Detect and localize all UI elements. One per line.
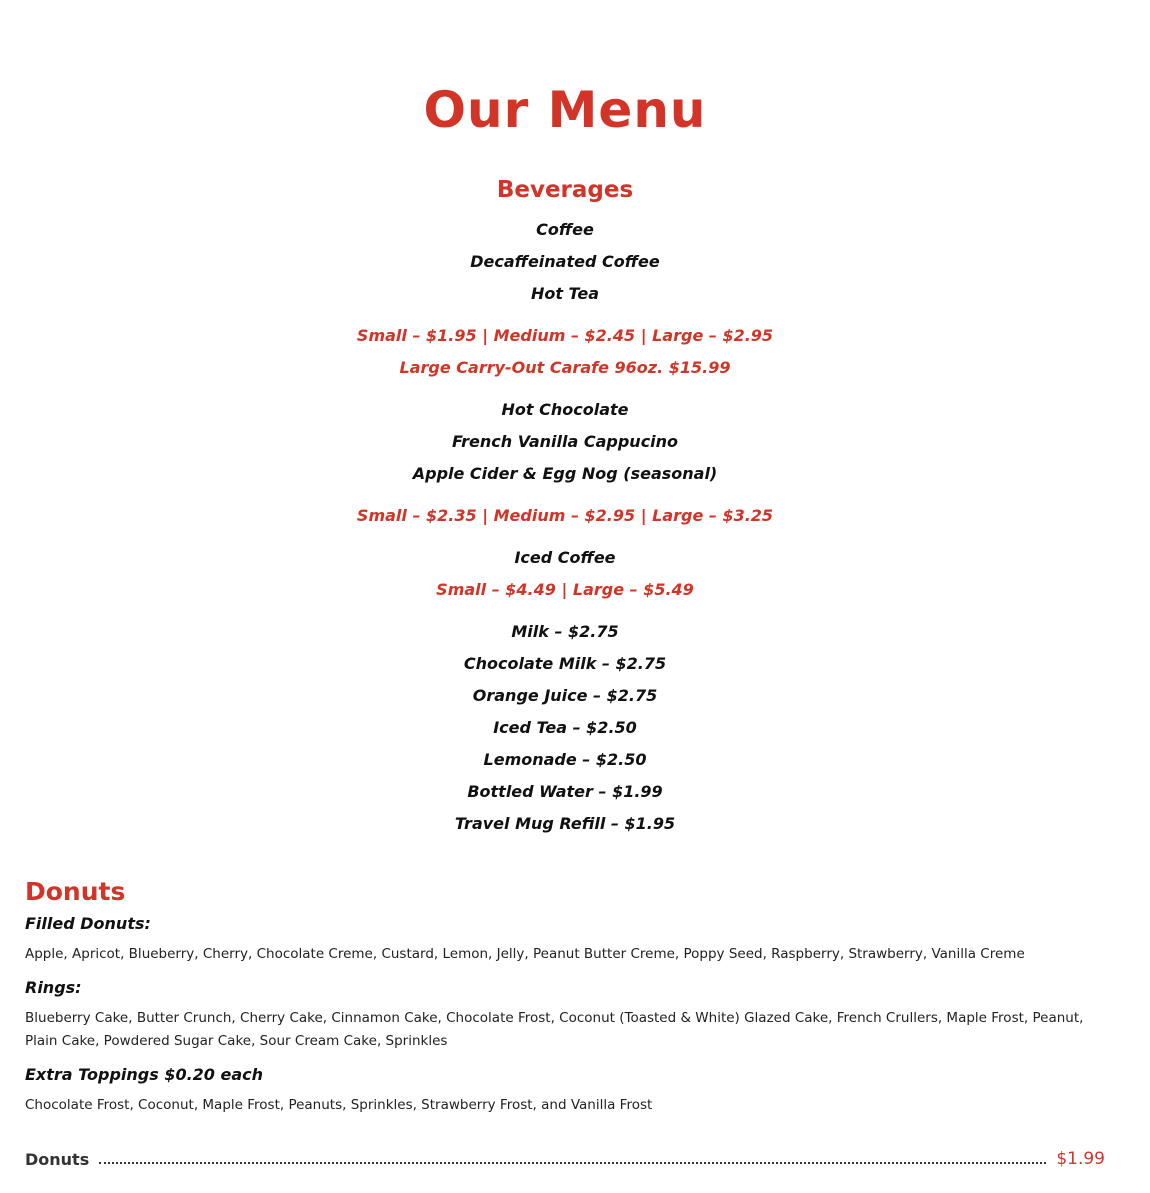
beverages-heading: Beverages xyxy=(496,177,634,203)
donuts-heading: Donuts xyxy=(25,877,126,906)
price-row-item-name: Donuts xyxy=(25,1149,90,1169)
price-row-price: $1.99 xyxy=(1056,1149,1105,1169)
beverage-item: Chocolate Milk – $2.75 xyxy=(463,654,667,673)
page-title: Our Menu xyxy=(423,81,707,139)
beverage-price-line: Large Carry-Out Carafe 96oz. $15.99 xyxy=(399,358,731,377)
extra-toppings-label: Extra Toppings $0.20 each xyxy=(25,1065,264,1084)
beverage-item: Milk – $2.75 xyxy=(511,622,619,641)
beverage-item: Iced Coffee xyxy=(514,548,616,567)
beverage-item: Iced Tea – $2.50 xyxy=(493,718,637,737)
beverage-item: Lemonade – $2.50 xyxy=(483,750,647,769)
beverage-price-line: Small – $2.35 | Medium – $2.95 | Large – $3.25 xyxy=(356,506,774,525)
beverage-item: Hot Tea xyxy=(530,284,600,303)
beverage-item: Decaffeinated Coffee xyxy=(470,252,660,271)
beverage-item: Orange Juice – $2.75 xyxy=(472,686,658,705)
donuts-price-row xyxy=(25,1145,1105,1173)
filled-donuts-list: Apple, Apricot, Blueberry, Cherry, Chocolate Creme, Custard, Lemon, Jelly, Peanut Butter Creme, Poppy Seed, Raspberry, Strawberry, Vanilla Creme xyxy=(25,946,1025,962)
beverage-item: Apple Cider & Egg Nog (seasonal) xyxy=(412,464,718,483)
beverage-item: French Vanilla Cappucino xyxy=(451,432,679,451)
beverage-item: Travel Mug Refill – $1.95 xyxy=(454,814,676,833)
beverage-item: Bottled Water – $1.99 xyxy=(467,782,663,801)
beverage-price-line: Small – $1.95 | Medium – $2.45 | Large – $2.95 xyxy=(356,326,774,345)
beverage-item: Coffee xyxy=(536,220,594,239)
rings-list: Blueberry Cake, Butter Crunch, Cherry Cake, Cinnamon Cake, Chocolate Frost, Coconut (Toasted & White) Glazed Cake, French Crullers, Maple Frost, Peanut, Plain Cake, Powdered Sugar Cake, Sour Cream Cake, Sprinkles xyxy=(25,1010,1084,1049)
extra-toppings-list: Chocolate Frost, Coconut, Maple Frost, Peanuts, Sprinkles, Strawberry Frost, and Vanilla Frost xyxy=(25,1097,653,1113)
dotted-leader xyxy=(99,1162,1046,1164)
rings-label: Rings: xyxy=(25,978,82,997)
beverage-price-line: Small – $4.49 | Large – $5.49 xyxy=(436,580,694,599)
filled-donuts-label: Filled Donuts: xyxy=(25,914,151,933)
beverage-item: Hot Chocolate xyxy=(501,400,629,419)
